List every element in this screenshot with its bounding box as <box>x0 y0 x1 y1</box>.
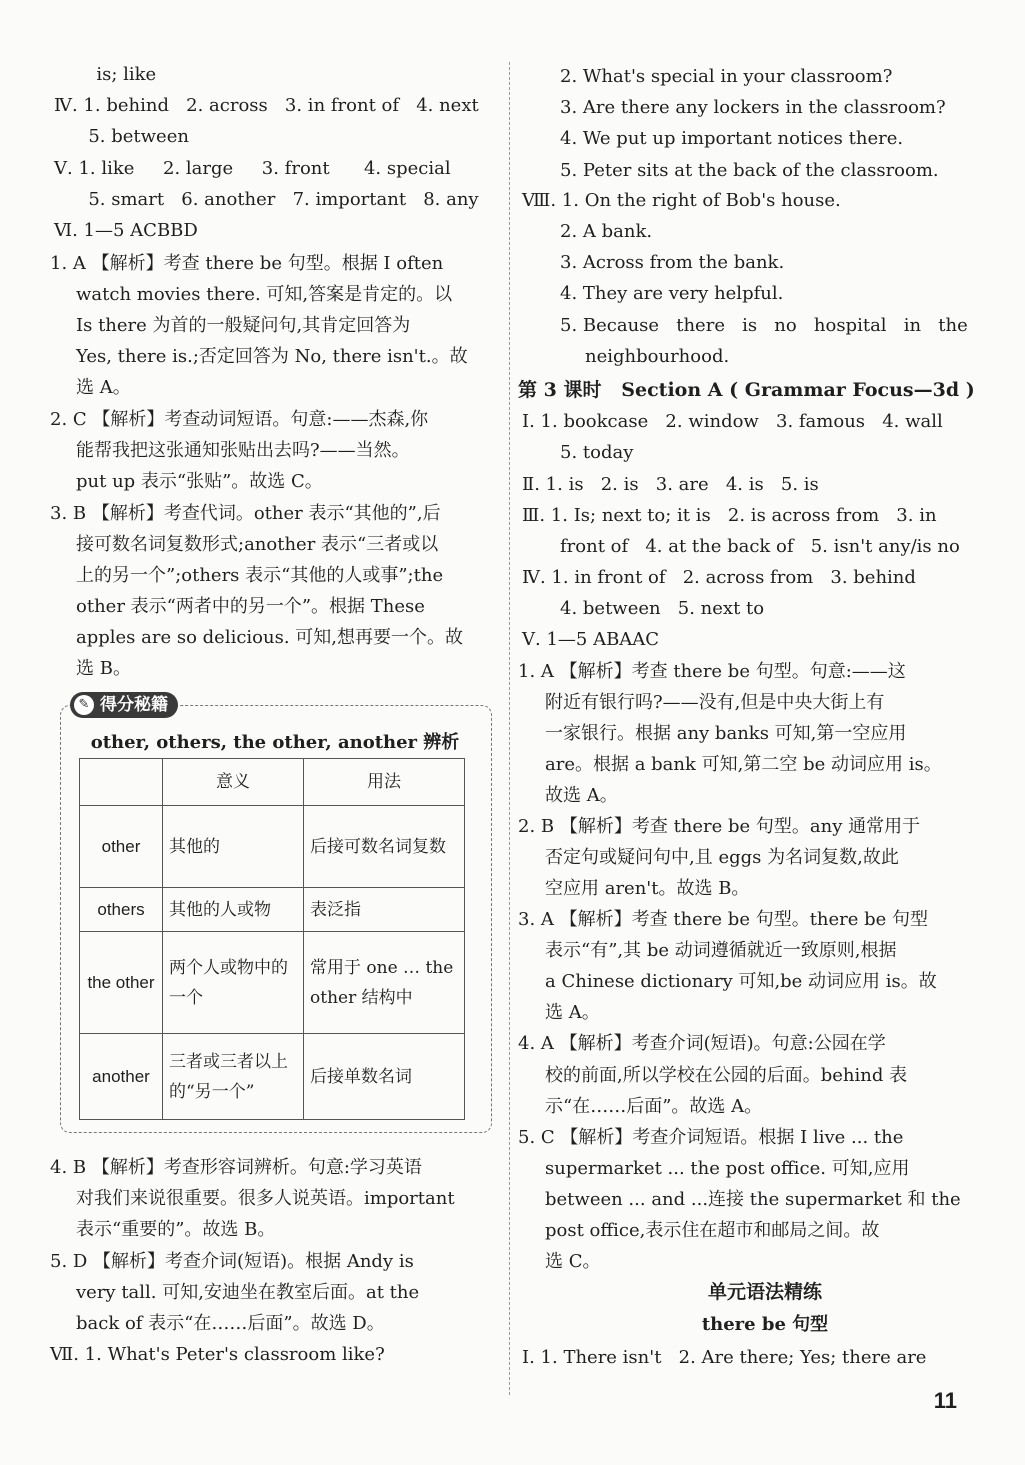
table-row <box>80 888 465 932</box>
answer-line: front of 4. at the back of 5. isn't any/is no <box>560 536 960 557</box>
answer-line: 表示“重要的”。故选 B。 <box>76 1219 276 1240</box>
answer-line: 5. between <box>54 126 189 147</box>
table-cell-term: others <box>80 888 163 932</box>
answer-line: 3. Are there any lockers in the classroom? <box>560 97 946 118</box>
tip-badge-label: 得分秘籍 <box>100 695 168 715</box>
answer-line: 对我们来说很重要。很多人说英语。important <box>76 1188 455 1209</box>
answer-line: 示“在……后面”。故选 A。 <box>545 1096 763 1117</box>
answer-line: apples are so delicious. 可知,想再要一个。故 <box>76 627 464 648</box>
answer-line: 接可数名词复数形式;another 表示“三者或以 <box>76 534 439 555</box>
answer-line: Ⅶ. 1. What's Peter's classroom like? <box>50 1344 385 1365</box>
answer-line: 3. B 【解析】考查代词。other 表示“其他的”,后 <box>50 503 441 524</box>
answer-line: 4. We put up important notices there. <box>560 128 904 149</box>
answer-line: 选 A。 <box>76 377 131 398</box>
answer-line: 5. smart 6. another 7. important 8. any <box>54 189 479 210</box>
answer-line: 2. A bank. <box>560 221 653 242</box>
answer-line: 空应用 aren't。故选 B。 <box>545 878 750 899</box>
table-cell-meaning: 两个人或物中的一个 <box>163 932 304 1034</box>
answer-line: 5. Peter sits at the back of the classroom. <box>560 160 939 181</box>
answer-line: Ⅵ. 1—5 ACBBD <box>54 220 198 241</box>
answer-line: 5. Because there is no hospital in the <box>560 315 968 336</box>
answer-line: 上的另一个”;others 表示“其他的人或事”;the <box>76 565 444 586</box>
answer-line: 否定句或疑问句中,且 eggs 为名词复数,故此 <box>545 847 899 868</box>
answer-line: Ⅰ. 1. bookcase 2. window 3. famous 4. wall <box>522 411 943 432</box>
answer-line: Ⅴ. 1—5 ABAAC <box>522 629 660 650</box>
tip-title: other, others, the other, another 辨析 <box>90 732 460 753</box>
page-number: 11 <box>933 1388 957 1413</box>
table-cell-term: another <box>80 1034 163 1120</box>
answer-line: 校的前面,所以学校在公园的后面。behind 表 <box>545 1065 908 1086</box>
answer-line: 2. What's special in your classroom? <box>560 66 893 87</box>
table-cell-meaning: 其他的 <box>163 806 304 888</box>
table-header-cell: 用法 <box>304 759 465 806</box>
answer-line: other 表示“两者中的另一个”。根据 These <box>76 596 425 617</box>
lesson-heading: 第 3 课时 Section A ( Grammar Focus—3d ) <box>518 379 975 401</box>
tip-badge <box>70 692 178 718</box>
table-cell-usage: 常用于 one … the other 结构中 <box>304 932 465 1034</box>
answer-line: is; like <box>62 64 157 85</box>
answer-line: 4. A 【解析】考查介词(短语)。句意:公园在学 <box>518 1033 886 1054</box>
answer-line: are。根据 a bank 可知,第二空 be 动词应用 is。 <box>545 754 942 775</box>
answer-line: 3. Across from the bank. <box>560 252 785 273</box>
answer-line: Ⅲ. 1. Is; next to; it is 2. is across from 3. in <box>522 505 937 526</box>
answer-line: 1. A 【解析】考查 there be 句型。根据 I often <box>50 253 444 274</box>
table-cell-term: the other <box>80 932 163 1034</box>
answer-line: 故选 A。 <box>545 785 618 806</box>
answer-line: Ⅰ. 1. There isn't 2. Are there; Yes; there are <box>522 1347 927 1368</box>
answer-line: 1. A 【解析】考查 there be 句型。句意:——这 <box>518 661 906 682</box>
answer-line: 4. between 5. next to <box>560 598 765 619</box>
answer-line: Ⅱ. 1. is 2. is 3. are 4. is 5. is <box>522 474 819 495</box>
table-row <box>80 932 465 1034</box>
unit-heading: 单元语法精练 <box>707 1281 822 1303</box>
unit-subheading: there be 句型 <box>701 1314 829 1335</box>
answer-line: 5. C 【解析】考查介词短语。根据 I live ... the <box>518 1127 904 1148</box>
answer-line: very tall. 可知,安迪坐在教室后面。at the <box>76 1282 420 1303</box>
comparison-table <box>79 758 465 1120</box>
answer-line: 3. A 【解析】考查 there be 句型。there be 句型 <box>518 909 929 930</box>
answer-line: 附近有银行吗?——没有,但是中央大街上有 <box>545 692 885 713</box>
answer-line: 能帮我把这张通知张贴出去吗?——当然。 <box>76 440 410 461</box>
table-header-cell <box>80 759 163 806</box>
answer-line: neighbourhood. <box>585 346 730 367</box>
answer-line: Ⅷ. 1. On the right of Bob's house. <box>522 190 841 211</box>
answer-line: Is there 为首的一般疑问句,其肯定回答为 <box>76 315 411 336</box>
table-cell-term: other <box>80 806 163 888</box>
table-row <box>80 1034 465 1120</box>
answer-line: 4. B 【解析】考查形容词辨析。句意:学习英语 <box>50 1157 422 1178</box>
answer-line: 2. B 【解析】考查 there be 句型。any 通常用于 <box>518 816 921 837</box>
answer-line: 一家银行。根据 any banks 可知,第一空应用 <box>545 723 907 744</box>
pencil-icon: ✎ <box>74 695 94 715</box>
answer-line: 5. D 【解析】考查介词(短语)。根据 Andy is <box>50 1251 414 1272</box>
answer-line: put up 表示“张贴”。故选 C。 <box>76 471 323 492</box>
table-header-cell: 意义 <box>163 759 304 806</box>
table-row <box>80 806 465 888</box>
answer-line: post office,表示住在超市和邮局之间。故 <box>545 1220 880 1241</box>
answer-line: 选 C。 <box>545 1251 601 1272</box>
answer-line: back of 表示“在……后面”。故选 D。 <box>76 1313 385 1334</box>
answer-line: supermarket ... the post office. 可知,应用 <box>545 1158 910 1179</box>
answer-line: Ⅴ. 1. like 2. large 3. front 4. special <box>54 158 451 179</box>
column-divider <box>509 62 510 1395</box>
answer-line: Ⅳ. 1. behind 2. across 3. in front of 4. next <box>54 95 479 116</box>
answer-line: Ⅳ. 1. in front of 2. across from 3. behind <box>522 567 916 588</box>
answer-line: Yes, there is.;否定回答为 No, there isn't.。故 <box>76 346 468 367</box>
answer-line: 5. today <box>560 442 634 463</box>
answer-line: a Chinese dictionary 可知,be 动词应用 is。故 <box>545 971 937 992</box>
table-header-row <box>80 759 465 806</box>
table-cell-usage: 后接可数名词复数 <box>304 806 465 888</box>
answer-line: between ... and ...连接 the supermarket 和 the <box>545 1189 961 1210</box>
answer-line: 选 A。 <box>545 1002 600 1023</box>
table-cell-usage: 后接单数名词 <box>304 1034 465 1120</box>
answer-line: 4. They are very helpful. <box>560 283 784 304</box>
table-cell-usage: 表泛指 <box>304 888 465 932</box>
answer-line: 表示“有”,其 be 动词遵循就近一致原则,根据 <box>545 940 897 961</box>
answer-line: 选 B。 <box>76 658 131 679</box>
table-cell-meaning: 其他的人或物 <box>163 888 304 932</box>
answer-line: watch movies there. 可知,答案是肯定的。以 <box>76 284 453 305</box>
table-cell-meaning: 三者或三者以上的“另一个” <box>163 1034 304 1120</box>
answer-line: 2. C 【解析】考查动词短语。句意:——杰森,你 <box>50 409 429 430</box>
